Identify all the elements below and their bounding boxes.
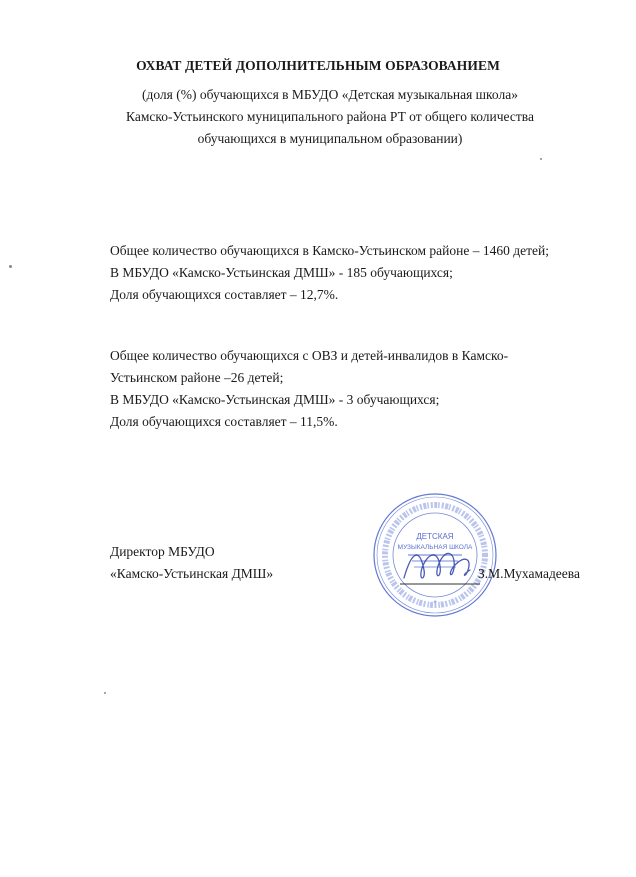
scan-speck xyxy=(9,265,12,268)
subtitle-line: Камско-Устьинского муниципального района РТ от общего количества xyxy=(126,109,534,124)
paragraph-line: В МБУДО «Камско-Устьинская ДМШ» - 3 обучающихся; xyxy=(110,392,440,407)
stamp-text: МУЗЫКАЛЬНАЯ ШКОЛА xyxy=(397,544,473,551)
scan-speck xyxy=(540,158,542,160)
handwritten-signature xyxy=(398,540,488,590)
document-subtitle xyxy=(100,84,560,150)
subtitle-line: обучающихся в муниципальном образовании) xyxy=(197,131,463,146)
svg-text:+: + xyxy=(432,599,438,606)
paragraph-line: Устьинском районе –26 детей; xyxy=(110,370,284,385)
scan-speck xyxy=(104,692,106,694)
document-title: ОХВАТ ДЕТЕЙ ДОПОЛНИТЕЛЬНЫМ ОБРАЗОВАНИЕМ xyxy=(136,58,500,73)
director-name: З.М.Мухамадеева xyxy=(478,566,580,581)
position-line: Директор МБУДО xyxy=(110,544,215,559)
paragraph-line: Общее количество обучающихся в Камско-Устьинском районе – 1460 детей; xyxy=(110,243,549,258)
paragraph-line: В МБУДО «Камско-Устьинская ДМШ» - 185 обучающихся; xyxy=(110,265,453,280)
subtitle-line: (доля (%) обучающихся в МБУДО «Детская музыкальная школа» xyxy=(142,87,518,102)
special-needs-paragraph xyxy=(110,345,610,433)
paragraph-line: Доля обучающихся составляет – 11,5%. xyxy=(110,414,338,429)
paragraph-line: Доля обучающихся составляет – 12,7%. xyxy=(110,287,339,302)
position-line: «Камско-Устьинская ДМШ» xyxy=(110,566,274,581)
paragraph-line: Общее количество обучающихся с ОВЗ и детей-инвалидов в Камско- xyxy=(110,348,509,363)
stamp-text: ДЕТСКАЯ xyxy=(416,532,454,541)
total-students-paragraph xyxy=(110,240,610,306)
